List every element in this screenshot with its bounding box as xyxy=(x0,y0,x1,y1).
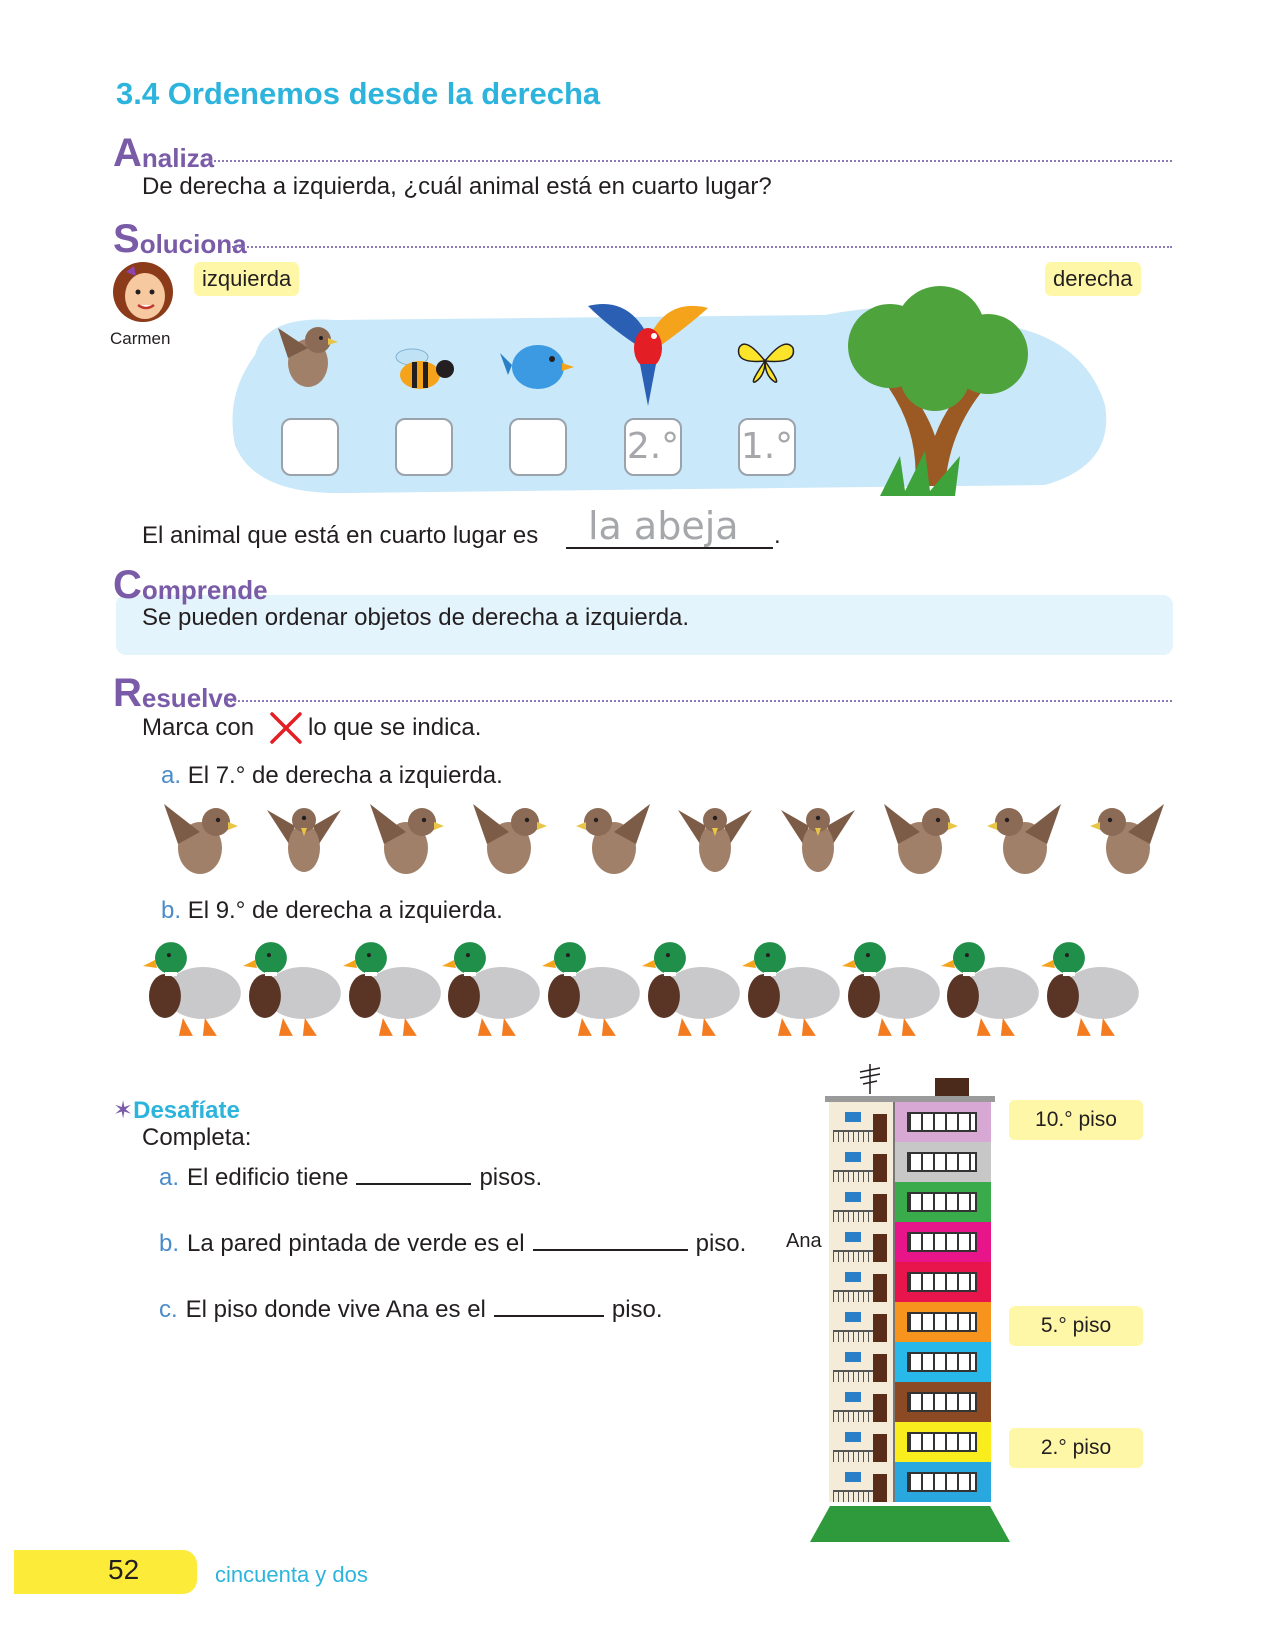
floor-window xyxy=(845,1192,861,1202)
floor-window xyxy=(907,1152,977,1172)
floor-wall xyxy=(895,1142,991,1182)
floor-wall xyxy=(895,1342,991,1382)
building-floor xyxy=(829,1262,991,1302)
divider xyxy=(226,700,1172,702)
section-analiza-heading: A naliza xyxy=(113,131,215,175)
floor-balcony-side xyxy=(829,1382,895,1422)
floor-balcony-side xyxy=(829,1222,895,1262)
floor-window xyxy=(907,1112,977,1132)
answer-blank[interactable] xyxy=(533,1249,688,1251)
duck-row xyxy=(143,938,1141,1038)
floor-wall xyxy=(895,1382,991,1422)
floor-wall xyxy=(895,1182,991,1222)
sparrow-row xyxy=(164,798,1164,880)
floor-balcony-side xyxy=(829,1462,895,1502)
sparrow-icon[interactable] xyxy=(781,798,855,878)
apartment-building xyxy=(825,1064,995,1544)
building-floor xyxy=(829,1222,991,1262)
floor-railing xyxy=(833,1210,873,1222)
floor-door xyxy=(873,1434,887,1462)
page-title: 3.4 Ordenemos desde la derecha xyxy=(116,76,601,111)
page-number: 52 xyxy=(108,1554,140,1585)
duck-icon[interactable] xyxy=(742,938,842,1038)
floor-window xyxy=(907,1232,977,1252)
floor-door xyxy=(873,1114,887,1142)
floor-window xyxy=(845,1152,861,1162)
ground xyxy=(810,1506,1010,1542)
sentence-end: . xyxy=(774,522,781,549)
resuelve-instruction-suffix: lo que se indica. xyxy=(308,714,482,741)
floor-label-10: 10.° piso xyxy=(1009,1100,1143,1140)
desafiate-instruction: Completa: xyxy=(142,1124,252,1151)
duck-icon[interactable] xyxy=(442,938,542,1038)
floor-window xyxy=(907,1472,977,1492)
floor-railing xyxy=(833,1130,873,1142)
duck-icon[interactable] xyxy=(842,938,942,1038)
floor-balcony-side xyxy=(829,1182,895,1222)
floor-railing xyxy=(833,1410,873,1422)
red-x-icon xyxy=(268,710,304,746)
comprende-text: Se pueden ordenar objetos de derecha a izquierda. xyxy=(142,604,690,631)
sparrow-icon[interactable] xyxy=(678,798,752,878)
floor-window xyxy=(845,1392,861,1402)
challenge-item-c: c. El piso donde vive Ana es el piso. xyxy=(159,1296,663,1323)
sparrow-icon[interactable] xyxy=(370,798,444,878)
building-floor xyxy=(829,1102,991,1142)
divider xyxy=(232,246,1172,248)
challenge-item-b: b. La pared pintada de verde es el piso. xyxy=(159,1230,747,1257)
divider xyxy=(210,160,1172,162)
page-number-words: cincuenta y dos xyxy=(215,1562,368,1587)
floor-window xyxy=(907,1392,977,1412)
duck-icon[interactable] xyxy=(343,938,443,1038)
ordinal-box[interactable]: 1.° xyxy=(738,418,796,476)
building-floor xyxy=(829,1342,991,1382)
item-b: b. El 9.° de derecha a izquierda. xyxy=(161,897,503,924)
sparrow-icon[interactable] xyxy=(164,798,238,878)
floor-label-5: 5.° piso xyxy=(1009,1306,1143,1346)
roof-block xyxy=(935,1078,969,1096)
ordinal-box[interactable] xyxy=(395,418,453,476)
bee-icon xyxy=(390,345,460,395)
floor-window xyxy=(907,1272,977,1292)
floor-window xyxy=(907,1352,977,1372)
ordinal-box[interactable] xyxy=(509,418,567,476)
floor-door xyxy=(873,1194,887,1222)
answer-text: la abeja xyxy=(588,504,739,548)
duck-icon[interactable] xyxy=(941,938,1041,1038)
section-comprende-heading: C omprende xyxy=(113,563,268,607)
floor-window xyxy=(845,1272,861,1282)
building-floor xyxy=(829,1142,991,1182)
section-resuelve-heading: R esuelve xyxy=(113,671,238,715)
answer-sentence-prefix: El animal que está en cuarto lugar es xyxy=(142,522,539,549)
floor-window xyxy=(907,1312,977,1332)
floor-window xyxy=(845,1432,861,1442)
building-floor xyxy=(829,1462,991,1502)
parrot-icon xyxy=(588,296,708,406)
sparrow-icon[interactable] xyxy=(473,798,547,878)
tree-icon xyxy=(840,286,1030,496)
floor-window xyxy=(907,1432,977,1452)
duck-icon[interactable] xyxy=(542,938,642,1038)
building-floor xyxy=(829,1382,991,1422)
ordinal-box[interactable]: 2.° xyxy=(624,418,682,476)
floor-window xyxy=(845,1472,861,1482)
floors xyxy=(829,1102,991,1502)
floor-wall xyxy=(895,1222,991,1262)
item-a: a. El 7.° de derecha a izquierda. xyxy=(161,762,503,789)
floor-balcony-side xyxy=(829,1302,895,1342)
floor-label-2: 2.° piso xyxy=(1009,1428,1143,1468)
sparrow-icon[interactable] xyxy=(987,798,1061,878)
ana-label: Ana xyxy=(786,1230,822,1252)
floor-door xyxy=(873,1234,887,1262)
duck-icon[interactable] xyxy=(642,938,742,1038)
star-icon: ✶ xyxy=(113,1097,134,1124)
floor-window xyxy=(845,1352,861,1362)
floor-door xyxy=(873,1314,887,1342)
duck-icon[interactable] xyxy=(243,938,343,1038)
answer-blank[interactable] xyxy=(494,1315,604,1317)
floor-door xyxy=(873,1394,887,1422)
sparrow-icon[interactable] xyxy=(267,798,341,878)
desafiate-heading: ✶Desafíate xyxy=(113,1097,240,1124)
building-floor xyxy=(829,1302,991,1342)
challenge-item-a: a. El edificio tiene pisos. xyxy=(159,1164,543,1191)
floor-railing xyxy=(833,1490,873,1502)
floor-window xyxy=(845,1112,861,1122)
floor-railing xyxy=(833,1170,873,1182)
floor-railing xyxy=(833,1250,873,1262)
sparrow-icon[interactable] xyxy=(884,798,958,878)
floor-wall xyxy=(895,1422,991,1462)
floor-wall xyxy=(895,1462,991,1502)
floor-window xyxy=(845,1232,861,1242)
analiza-question: De derecha a izquierda, ¿cuál animal está en cuarto lugar? xyxy=(142,173,772,200)
floor-door xyxy=(873,1474,887,1502)
butterfly-icon xyxy=(735,336,797,386)
building-floor xyxy=(829,1182,991,1222)
building-floor xyxy=(829,1422,991,1462)
duck-icon[interactable] xyxy=(1041,938,1141,1038)
floor-wall xyxy=(895,1102,991,1142)
resuelve-instruction-prefix: Marca con xyxy=(142,714,255,741)
ordinal-box[interactable] xyxy=(281,418,339,476)
floor-door xyxy=(873,1354,887,1382)
floor-door xyxy=(873,1274,887,1302)
floor-door xyxy=(873,1154,887,1182)
floor-window xyxy=(845,1312,861,1322)
sparrow-icon[interactable] xyxy=(1090,798,1164,878)
left-direction-label: izquierda xyxy=(194,262,299,296)
floor-wall xyxy=(895,1302,991,1342)
bird-icon xyxy=(278,318,340,396)
floor-balcony-side xyxy=(829,1342,895,1382)
bluebird-icon xyxy=(500,335,575,395)
floor-balcony-side xyxy=(829,1102,895,1142)
floor-railing xyxy=(833,1330,873,1342)
floor-railing xyxy=(833,1450,873,1462)
floor-balcony-side xyxy=(829,1422,895,1462)
right-direction-label: derecha xyxy=(1045,262,1141,296)
floor-railing xyxy=(833,1290,873,1302)
character-name: Carmen xyxy=(110,329,171,348)
page-number-tab xyxy=(14,1550,197,1594)
section-soluciona-heading: S oluciona xyxy=(113,217,247,261)
antenna-icon xyxy=(855,1064,885,1094)
duck-icon[interactable] xyxy=(143,938,243,1038)
floor-balcony-side xyxy=(829,1142,895,1182)
answer-blank[interactable] xyxy=(356,1183,471,1185)
floor-railing xyxy=(833,1370,873,1382)
floor-window xyxy=(907,1192,977,1212)
floor-balcony-side xyxy=(829,1262,895,1302)
floor-wall xyxy=(895,1262,991,1302)
sparrow-icon[interactable] xyxy=(576,798,650,878)
carmen-avatar xyxy=(108,258,178,328)
